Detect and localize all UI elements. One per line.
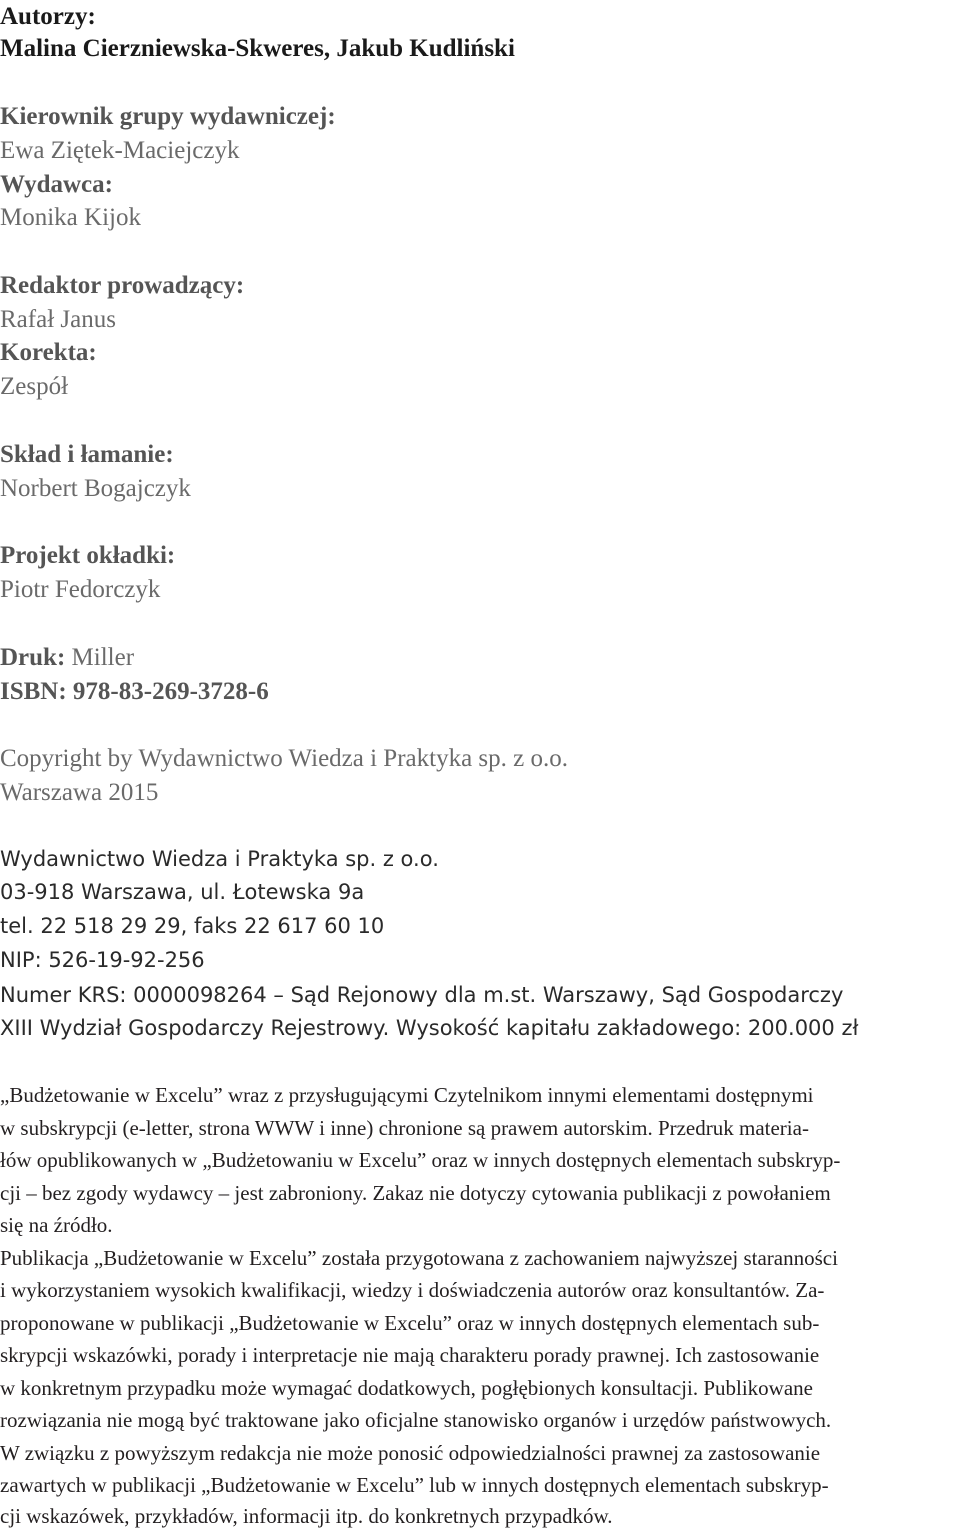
copyright-place-year: Warszawa 2015	[0, 779, 159, 806]
print-label: Druk:	[0, 644, 66, 671]
legal-line: i wykorzystaniem wysokich kwalifikacji, wiedzy i doświadczenia autorów oraz konsultantów. Za-	[0, 1278, 825, 1302]
company-phone: tel. 22 518 29 29, faks 22 617 60 10	[0, 914, 385, 938]
lead-editor-label: Redaktor prowadzący:	[0, 272, 245, 299]
legal-line: skrypcji wskazówki, porady i interpretacje nie mają charakteru porady prawnej. Ich zastosowanie	[0, 1343, 820, 1367]
print-value: Miller	[71, 644, 135, 671]
legal-line: zawartych w publikacji „Budżetowanie w Excelu” lub w innych dostępnych elementach subskryp-	[0, 1473, 829, 1497]
legal-line: rozwiązania nie mogą być traktowane jako oficjalne stanowisko organów i urzędów państwowych.	[0, 1408, 832, 1432]
legal-line: w subskrypcji (e-letter, strona WWW i inne) chronione są prawem autorskim. Przedruk materia-	[0, 1116, 809, 1140]
legal-line: się na źródło.	[0, 1213, 113, 1237]
proofreading-value: Zespół	[0, 373, 69, 400]
legal-line: cji – bez zgody wydawcy – jest zabroniony. Zakaz nie dotyczy cytowania publikacji z powołaniem	[0, 1181, 831, 1205]
group-head-value: Ewa Ziętek-Maciejczyk	[0, 137, 240, 164]
print-line	[0, 643, 134, 673]
legal-line: W związku z powyższym redakcja nie może ponosić odpowiedzialności prawnej za zastosowanie	[0, 1441, 821, 1465]
company-address: 03-918 Warszawa, ul. Łotewska 9a	[0, 880, 365, 904]
publisher-label: Wydawca:	[0, 171, 113, 198]
cover-value: Piotr Fedorczyk	[0, 576, 161, 603]
lead-editor-value: Rafał Janus	[0, 306, 116, 333]
typesetting-value: Norbert Bogajczyk	[0, 475, 191, 502]
group-head-label: Kierownik grupy wydawniczej:	[0, 103, 336, 130]
typesetting-label: Skład i łamanie:	[0, 441, 174, 468]
legal-line: łów opublikowanych w „Budżetowaniu w Excelu” oraz w innych dostępnych elementach subskryp-	[0, 1148, 841, 1172]
company-krs: Numer KRS: 0000098264 – Sąd Rejonowy dla m.st. Warszawy, Sąd Gospodarczy	[0, 983, 844, 1007]
publisher-value: Monika Kijok	[0, 204, 141, 231]
authors-value: Malina Cierzniewska-Skweres, Jakub Kudliński	[0, 35, 515, 62]
cover-label: Projekt okładki:	[0, 542, 176, 569]
isbn: ISBN: 978-83-269-3728-6	[0, 678, 269, 705]
company-nip: NIP: 526-19-92-256	[0, 948, 205, 972]
company-krs-2: XIII Wydział Gospodarczy Rejestrowy. Wysokość kapitału zakładowego: 200.000 zł	[0, 1016, 859, 1040]
company-name: Wydawnictwo Wiedza i Praktyka sp. z o.o.	[0, 847, 439, 871]
legal-line: proponowane w publikacji „Budżetowanie w Excelu” oraz w innych dostępnych elementach sub-	[0, 1311, 820, 1335]
legal-line: w konkretnym przypadku może wymagać dodatkowych, pogłębionych konsultacji. Publikowane	[0, 1376, 813, 1400]
copyright-line: Copyright by Wydawnictwo Wiedza i Praktyka sp. z o.o.	[0, 745, 568, 772]
legal-line: cji wskazówek, przykładów, informacji itp. do konkretnych przypadków.	[0, 1504, 613, 1528]
legal-line: „Budżetowanie w Excelu” wraz z przysługującymi Czytelnikom innymi elementami dostępnymi	[0, 1083, 814, 1107]
proofreading-label: Korekta:	[0, 339, 97, 366]
authors-label: Autorzy:	[0, 3, 96, 30]
legal-line: Publikacja „Budżetowanie w Excelu” została przygotowana z zachowaniem najwyższej staranności	[0, 1246, 838, 1270]
